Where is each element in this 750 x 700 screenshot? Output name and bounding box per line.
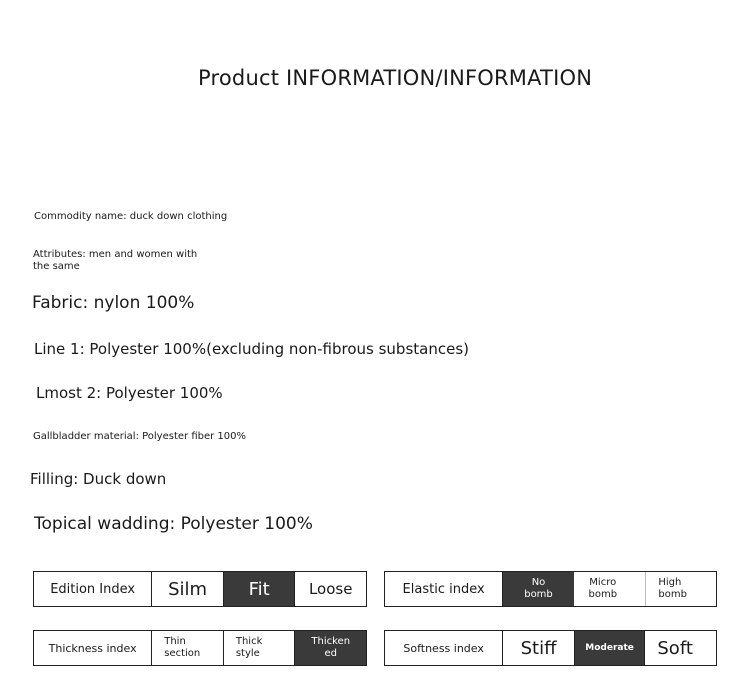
- line-1: Line 1: Polyester 100%(excluding non-fibrous substances): [34, 340, 469, 358]
- commodity-name: Commodity name: duck down clothing: [34, 211, 228, 222]
- fabric: Fabric: nylon 100%: [32, 293, 195, 313]
- softness-index-label: Softness index: [403, 641, 484, 655]
- thickness-option-thickened: Thickened: [294, 631, 366, 665]
- gallbladder-material: Gallbladder material: Polyester fiber 100%: [33, 431, 247, 442]
- thickness-option-thin-section: Thin section: [151, 631, 223, 665]
- lmost-2: Lmost 2: Polyester 100%: [36, 384, 223, 402]
- edition-option-silm: Silm: [151, 572, 223, 606]
- thickness-option-thick-style: Thick style: [223, 631, 295, 665]
- softness-index: [384, 630, 717, 666]
- elastic-option-high-bomb: High bomb: [645, 572, 716, 606]
- elastic-option-no-bomb: No bomb: [502, 572, 574, 606]
- elastic-index: [384, 571, 717, 607]
- softness-option-moderate: Moderate: [574, 631, 645, 665]
- elastic-option-micro-bomb: Micro bomb: [588, 577, 618, 600]
- edition-option-loose: Loose: [294, 572, 366, 606]
- edition-index: [33, 571, 367, 607]
- elastic-index-label: Elastic index: [402, 581, 485, 597]
- edition-index-label: Edition Index: [50, 581, 136, 597]
- filling: Filling: Duck down: [30, 470, 167, 488]
- softness-option-soft: Soft: [644, 631, 716, 665]
- edition-option-fit: Fit: [223, 572, 295, 606]
- page-title: Product INFORMATION/INFORMATION: [198, 66, 593, 90]
- thickness-index: [33, 630, 367, 666]
- thickness-index-label: Thickness index: [48, 641, 137, 655]
- topical-wadding: Topical wadding: Polyester 100%: [34, 514, 313, 534]
- softness-option-stiff: Stiff: [502, 631, 574, 665]
- attributes: Attributes: men and women with the same: [33, 249, 198, 272]
